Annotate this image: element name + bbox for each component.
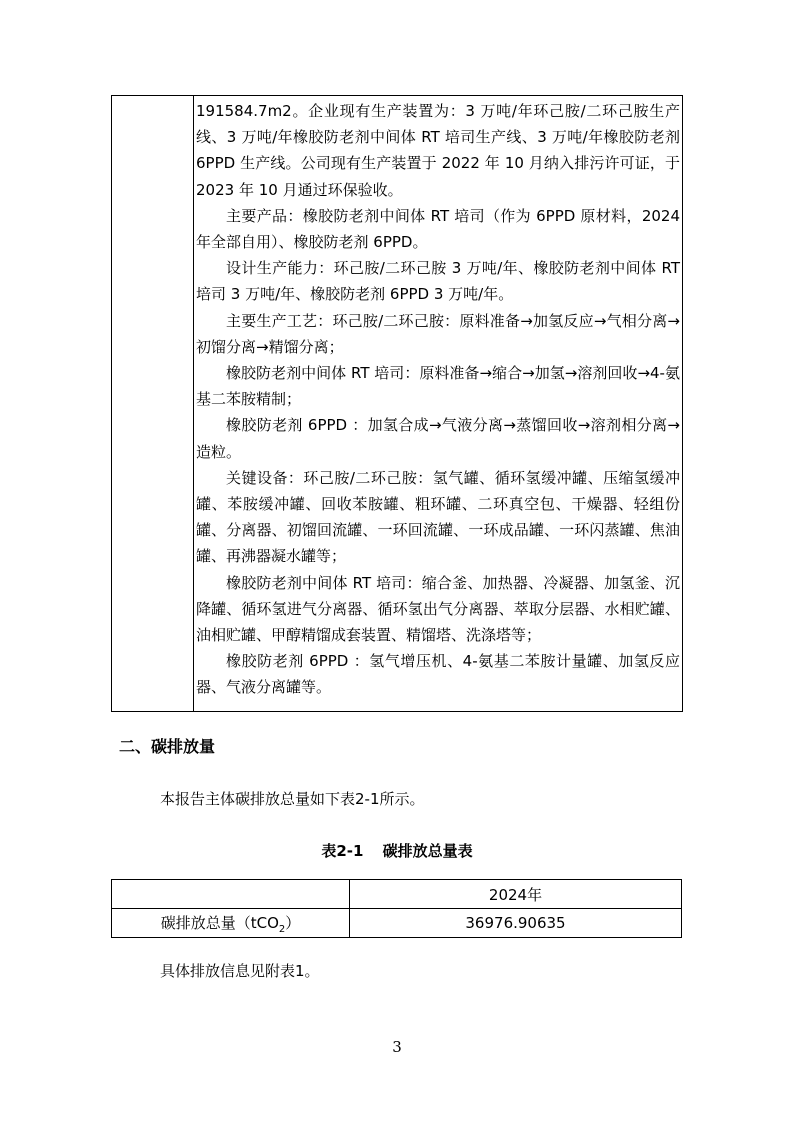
table-caption bbox=[0, 840, 794, 861]
row-label-text: 碳排放总量（tCO bbox=[160, 913, 279, 932]
design-capacity-paragraph: 设计生产能力：环己胺/二环己胺 3 万吨/年、橡胶防老剂中间体 RT 培司 3 万吨/年、橡胶防老剂 6PPD 3 万吨/年。 bbox=[196, 259, 680, 304]
table-caption-title: 碳排放总量表 bbox=[382, 842, 473, 860]
emissions-table bbox=[111, 879, 682, 938]
row-label-close: ） bbox=[285, 913, 301, 932]
process-cyclohexylamine-paragraph: 主要生产工艺：环己胺/二环己胺：原料准备→加氢反应→气相分离→初馏分离→精馏分离； bbox=[196, 311, 680, 356]
table-caption-number: 表2-1 bbox=[321, 842, 364, 860]
table-header-year: 2024年 bbox=[350, 880, 682, 909]
page-number: 3 bbox=[392, 1038, 402, 1056]
company-overview-paragraph: 191584.7m2。企业现有生产装置为：3 万吨/年环己胺/二环己胺生产线、3 万吨/年橡胶防老剂中间体 RT 培司生产线、3 万吨/年橡胶防老剂 6PPD 生产线。公司现有生产装置于 2022 年 10 月纳入排污许可证，于 2023 年 10 月通过环保验收。 bbox=[196, 102, 680, 199]
process-6ppd-paragraph: 橡胶防老剂 6PPD ：加氢合成→气液分离→蒸馏回收→溶剂相分离→造粒。 bbox=[196, 416, 680, 461]
table-header-empty-cell bbox=[112, 880, 350, 909]
equipment-rt-paragraph: 橡胶防老剂中间体 RT 培司：缩合釜、加热器、冷凝器、加氢釜、沉降罐、循环氢进气分离器、循环氢出气分离器、萃取分层器、水相贮罐、油相贮罐、甲醇精馏成套装置、精馏塔、洗涤塔等； bbox=[196, 573, 680, 645]
table-row-label bbox=[112, 909, 350, 938]
section-heading: 二、碳排放量 bbox=[119, 737, 216, 756]
continuation-table bbox=[111, 95, 683, 712]
continuation-table-label-cell bbox=[112, 96, 194, 711]
row-label-subscript: 2 bbox=[278, 923, 286, 935]
equipment-6ppd-paragraph: 橡胶防老剂 6PPD ：氢气增压机、4-氨基二苯胺计量罐、加氢反应器、气液分离罐等。 bbox=[196, 652, 680, 697]
table-row-value: 36976.90635 bbox=[350, 909, 682, 938]
table-row bbox=[112, 909, 682, 938]
equipment-cyclohexylamine-paragraph: 关键设备：环己胺/二环己胺：氢气罐、循环氢缓冲罐、压缩氢缓冲罐、苯胺缓冲罐、回收苯胺罐、粗环罐、二环真空包、干燥器、轻组份罐、分离器、初馏回流罐、一环回流罐、一环成品罐、一环闪蒸罐、焦油罐、再沸器凝水罐等； bbox=[196, 468, 680, 566]
section-intro: 本报告主体碳排放总量如下表2-1所示。 bbox=[160, 790, 425, 808]
continuation-table-content-cell bbox=[194, 96, 682, 701]
footer-note: 具体排放信息见附表1。 bbox=[160, 962, 320, 980]
process-rt-paragraph: 橡胶防老剂中间体 RT 培司：原料准备→缩合→加氢→溶剂回收→4-氨基二苯胺精制； bbox=[196, 364, 680, 409]
main-products-paragraph: 主要产品：橡胶防老剂中间体 RT 培司（作为 6PPD 原材料，2024 年全部自用）、橡胶防老剂 6PPD。 bbox=[196, 206, 680, 252]
table-header-row bbox=[112, 880, 682, 909]
